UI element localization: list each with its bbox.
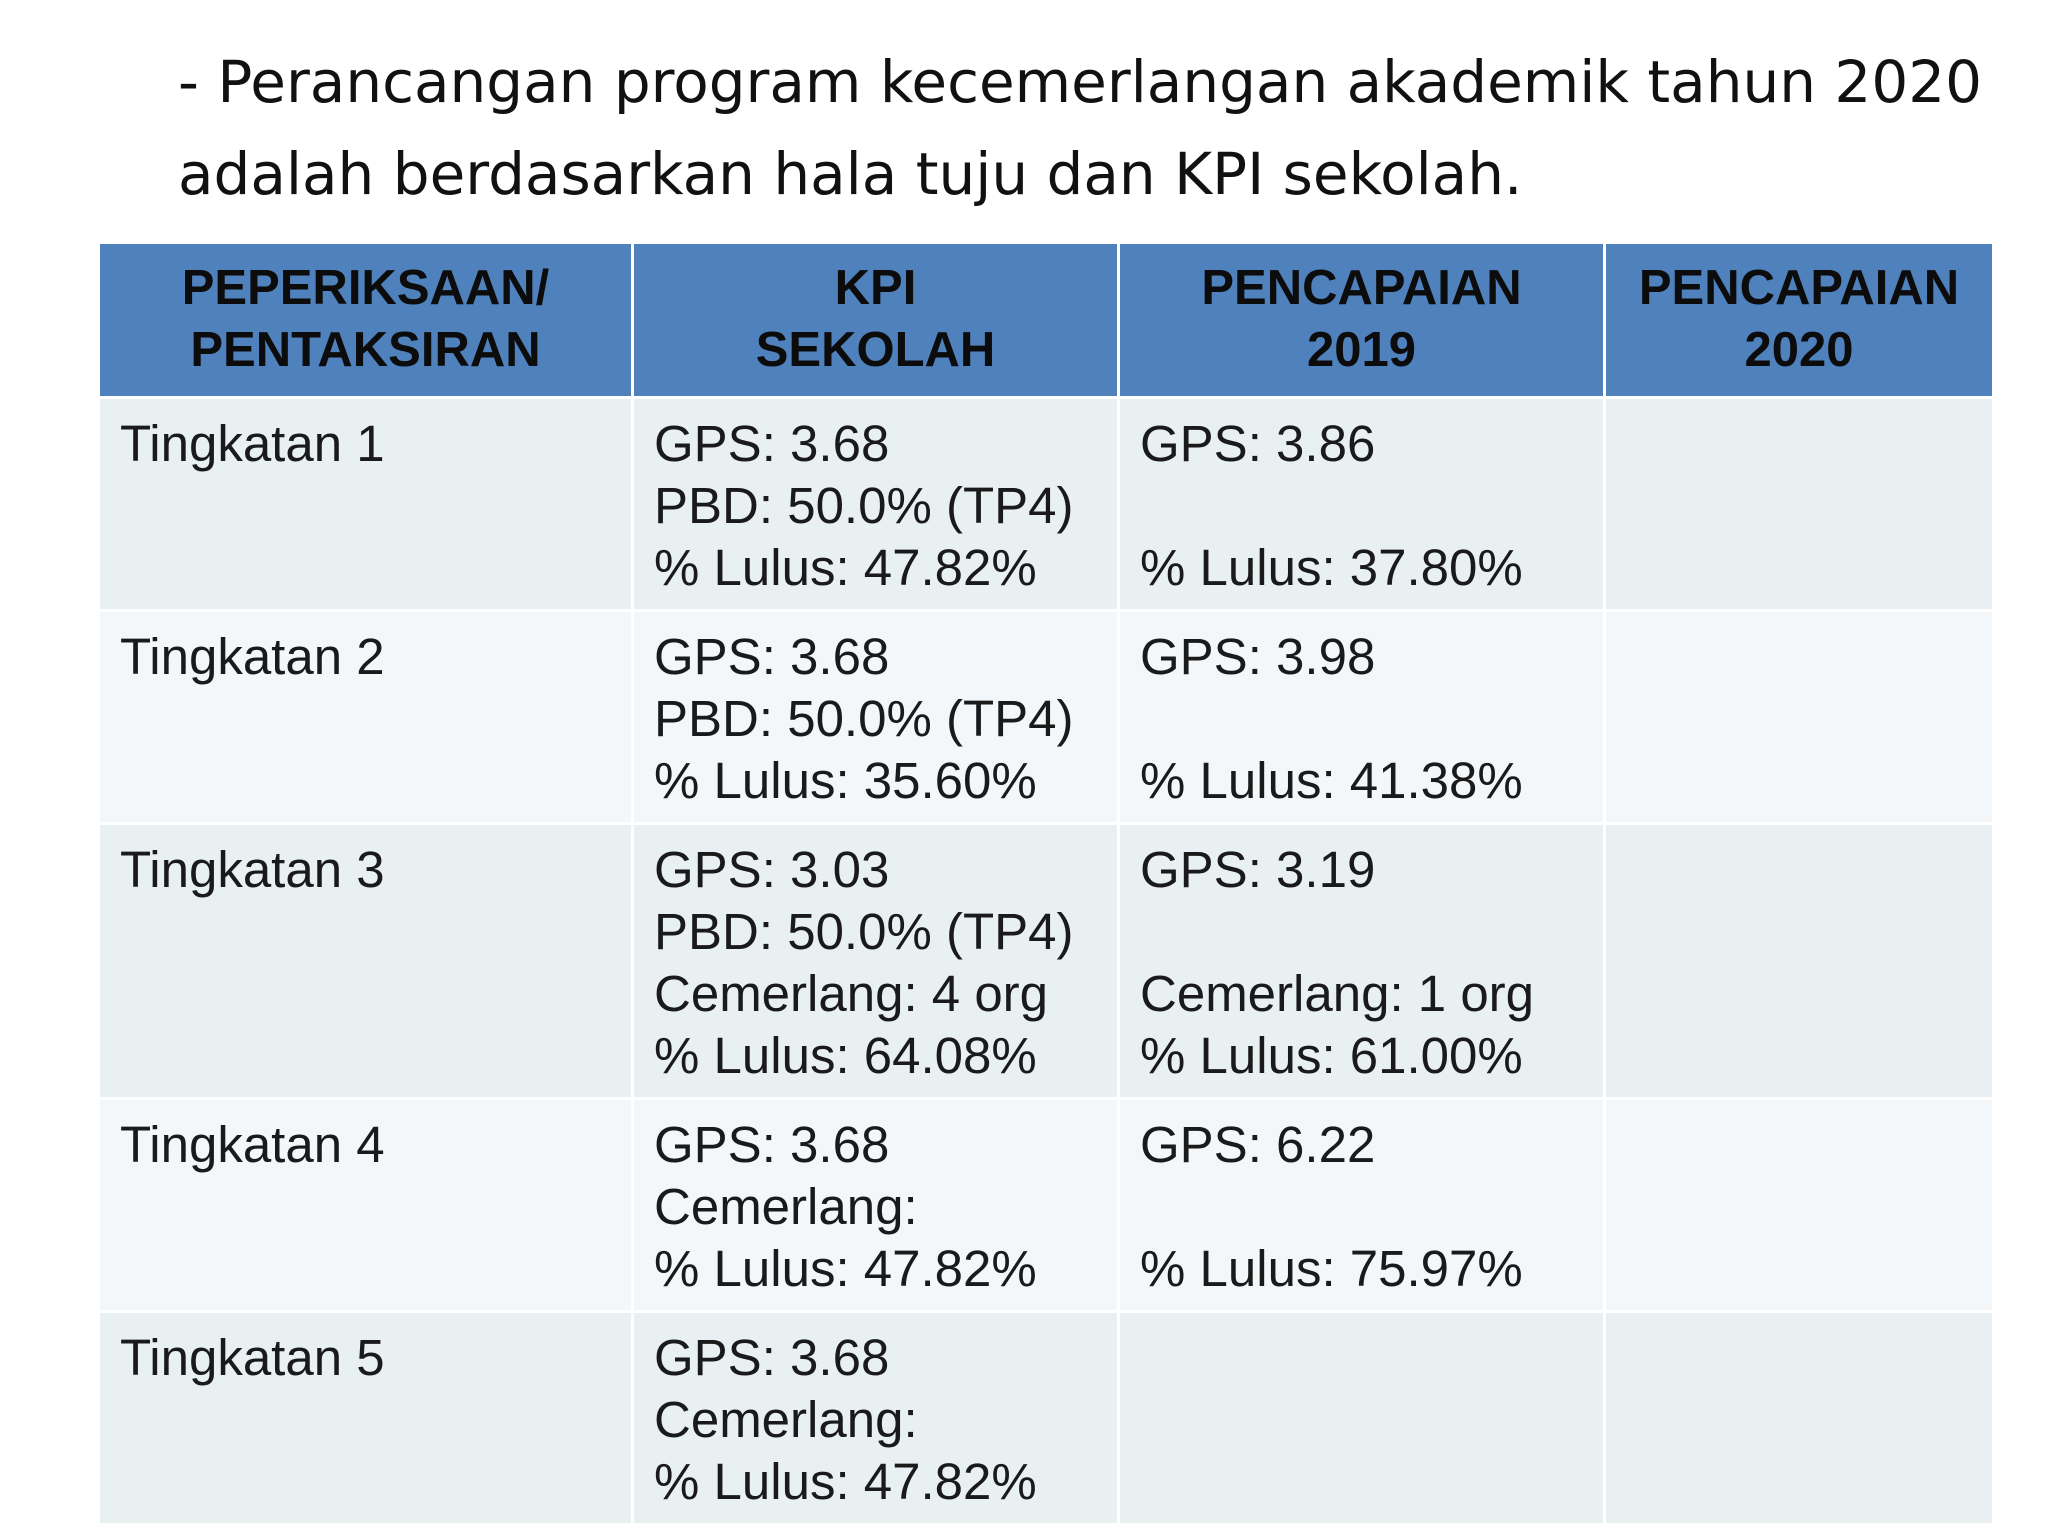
header-text: PENCAPAIAN	[1201, 261, 1522, 315]
kpi-line: % Lulus: 47.82%	[654, 1453, 1037, 1510]
kpi-line: % Lulus: 35.60%	[654, 752, 1037, 809]
table-row	[99, 398, 1994, 611]
intro-text	[178, 36, 1983, 220]
intro-line-1: - Perancangan program kecemerlangan akademik tahun 2020	[178, 48, 1983, 116]
row-label	[99, 824, 633, 1099]
header-text: PENTAKSIRAN	[190, 323, 541, 377]
pencapaian-2019-cell	[1119, 1312, 1605, 1525]
row-label	[99, 611, 633, 824]
kpi-cell	[633, 1312, 1119, 1525]
pencapaian-line: GPS: 6.22	[1140, 1116, 1376, 1173]
row-label-text: Tingkatan 4	[120, 1116, 385, 1173]
header-pencapaian-2019	[1119, 243, 1605, 398]
kpi-line: GPS: 3.68	[654, 628, 890, 685]
pencapaian-line: % Lulus: 41.38%	[1140, 752, 1523, 809]
row-label	[99, 398, 633, 611]
table-row	[99, 824, 1994, 1099]
kpi-line: PBD: 50.0% (TP4)	[654, 477, 1074, 534]
pencapaian-2019-cell	[1119, 398, 1605, 611]
row-label-text: Tingkatan 1	[120, 415, 385, 472]
kpi-line: GPS: 3.03	[654, 841, 890, 898]
pencapaian-line	[1140, 688, 1583, 750]
row-label-text: Tingkatan 3	[120, 841, 385, 898]
pencapaian-2020-cell	[1605, 1312, 1994, 1525]
header-text: 2020	[1744, 323, 1854, 377]
kpi-line: GPS: 3.68	[654, 1116, 890, 1173]
kpi-line: GPS: 3.68	[654, 415, 890, 472]
pencapaian-2020-cell	[1605, 611, 1994, 824]
pencapaian-line	[1140, 1176, 1583, 1238]
kpi-cell	[633, 398, 1119, 611]
row-label	[99, 1312, 633, 1525]
kpi-table	[97, 241, 1995, 1526]
pencapaian-2019-cell	[1119, 824, 1605, 1099]
pencapaian-line: % Lulus: 75.97%	[1140, 1240, 1523, 1297]
header-pencapaian-2020	[1605, 243, 1994, 398]
kpi-line: % Lulus: 47.82%	[654, 1240, 1037, 1297]
header-text: KPI	[834, 261, 917, 315]
kpi-line: PBD: 50.0% (TP4)	[654, 903, 1074, 960]
row-label-text: Tingkatan 5	[120, 1329, 385, 1386]
kpi-line: % Lulus: 64.08%	[654, 1027, 1037, 1084]
pencapaian-2019-cell	[1119, 611, 1605, 824]
row-label-text: Tingkatan 2	[120, 628, 385, 685]
table-row	[99, 611, 1994, 824]
pencapaian-2019-cell	[1119, 1099, 1605, 1312]
table-row	[99, 1099, 1994, 1312]
header-text: SEKOLAH	[755, 323, 996, 377]
kpi-line: % Lulus: 47.82%	[654, 539, 1037, 596]
pencapaian-line	[1140, 475, 1583, 537]
pencapaian-line: GPS: 3.98	[1140, 628, 1376, 685]
kpi-line: GPS: 3.68	[654, 1329, 890, 1386]
pencapaian-line: % Lulus: 37.80%	[1140, 539, 1523, 596]
header-kpi-sekolah	[633, 243, 1119, 398]
pencapaian-line	[1140, 901, 1583, 963]
kpi-cell	[633, 824, 1119, 1099]
kpi-line: Cemerlang: 4 org	[654, 965, 1049, 1022]
kpi-cell	[633, 1099, 1119, 1312]
kpi-line: PBD: 50.0% (TP4)	[654, 690, 1074, 747]
kpi-cell	[633, 611, 1119, 824]
kpi-line: Cemerlang:	[654, 1391, 918, 1448]
pencapaian-line: GPS: 3.19	[1140, 841, 1376, 898]
table-row	[99, 1312, 1994, 1525]
pencapaian-2020-cell	[1605, 398, 1994, 611]
pencapaian-2020-cell	[1605, 824, 1994, 1099]
header-peperiksaan	[99, 243, 633, 398]
pencapaian-line: % Lulus: 61.00%	[1140, 1027, 1523, 1084]
kpi-line: Cemerlang:	[654, 1178, 918, 1235]
pencapaian-line: GPS: 3.86	[1140, 415, 1376, 472]
pencapaian-line: Cemerlang: 1 org	[1140, 965, 1535, 1022]
header-row	[99, 243, 1994, 398]
pencapaian-2020-cell	[1605, 1099, 1994, 1312]
header-text: PENCAPAIAN	[1638, 261, 1960, 315]
intro-line-2: adalah berdasarkan hala tuju dan KPI sekolah.	[178, 140, 1523, 208]
header-text: PEPERIKSAAN/	[181, 261, 550, 315]
row-label	[99, 1099, 633, 1312]
header-text: 2019	[1306, 323, 1416, 377]
